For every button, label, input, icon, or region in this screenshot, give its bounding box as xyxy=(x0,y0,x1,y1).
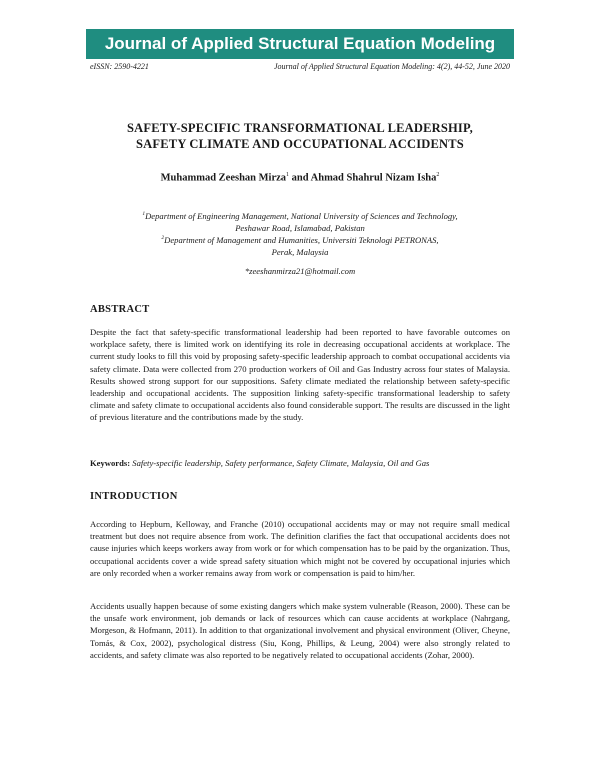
affiliation-2-line-2: Perak, Malaysia xyxy=(271,246,329,257)
author-1: Muhammad Zeeshan Mirza xyxy=(160,172,287,184)
introduction-paragraph-1: According to Hepburn, Kelloway, and Franche (2010) occupational accidents may or may not require small medical treatment but does not require absence from work. The definition clarifies the fact that occupational accidents does not cause injuries which keeps workers away from work or for which compensation has to be paid by the organization. Thus, occupational accidents cover a wide spread safety situation which might not be covered by occupational injuries which are only recorded when a worker remains away from work or compensation is paid to him/her. xyxy=(90,519,510,578)
keywords-label: Keywords: xyxy=(90,458,131,468)
introduction-paragraph-2: Accidents usually happen because of some existing dangers which make system vulnerable (Reason, 2000). These can be the unsafe work environment, job demands or lack of resources which can cause accidents at workplace (Nahrgang, Morgeson, & Hofmann, 2011). In addition to that organizational involvement and physical environment (Oliver, Cheyne, Tomás, & Cox, 2002), psychological distress (Siu, Kong, Phillips, & Leung, 2004) were also strongly related to accidents, and safety climate was also reported to be negatively related to occupational accidents (Zohar, 2000). xyxy=(90,601,510,660)
author-and: and xyxy=(289,172,311,184)
keywords-values: Safety-specific leadership, Safety performance, Safety Climate, Malaysia, Oil and Gas xyxy=(132,458,430,468)
introduction-heading: INTRODUCTION xyxy=(90,491,178,502)
author-1-mark: 1 xyxy=(286,172,290,178)
title-line-1: SAFETY-SPECIFIC TRANSFORMATIONAL LEADERSHIP, xyxy=(126,121,474,135)
abstract-heading: ABSTRACT xyxy=(90,304,150,315)
title-line-2: SAFETY CLIMATE AND OCCUPATIONAL ACCIDENTS xyxy=(136,137,464,151)
affiliation-1 xyxy=(86,208,514,234)
keywords xyxy=(90,458,510,468)
author-2: Ahmad Shahrul Nizam Isha xyxy=(310,172,437,184)
corresponding-email: *zeeshanmirza21@hotmail.com xyxy=(244,266,356,276)
affiliation-1-line-2: Peshawar Road, Islamabad, Pakistan xyxy=(235,222,365,233)
journal-title: Journal of Applied Structural Equation Modeling xyxy=(104,34,496,53)
author-list xyxy=(86,172,514,184)
affiliation-2-mark: 2 xyxy=(161,235,165,241)
affiliation-1-line-1: Department of Engineering Management, National University of Sciences and Technology, xyxy=(145,210,458,221)
affiliation-1-mark: 1 xyxy=(142,211,146,217)
article-title xyxy=(86,120,514,152)
journal-citation: Journal of Applied Structural Equation Modeling: 4(2), 44-52, June 2020 xyxy=(273,62,510,71)
affiliation-2 xyxy=(86,232,514,258)
abstract-text: Despite the fact that safety-specific transformational leadership had been reported to have favorable outcomes on workplace safety, there is limited work on identifying its role in decreasing occupational accidents at workplace. The current study looks to fill this void by proposing safety-specific leadership approach to combat occupational accidents via safety climate. Data were collected from 270 production workers of Oil and Gas Industry across four states of Malaysia. Results showed strong support for our suppositions. Safety climate mediated the relationship between safety-specific leadership and occupational accidents. The supposition linking safety-specific transformational leadership to safety climate and safety climate to occupational accidents also found considerable support. The results are discussed in the light of previous literature and the contributions made by the study. xyxy=(90,327,510,423)
author-2-mark: 2 xyxy=(436,172,440,178)
journal-banner xyxy=(86,29,514,59)
issn: eISSN: 2590-4221 xyxy=(90,62,149,71)
affiliation-2-line-1: Department of Management and Humanities, Universiti Teknologi PETRONAS, xyxy=(164,234,439,245)
